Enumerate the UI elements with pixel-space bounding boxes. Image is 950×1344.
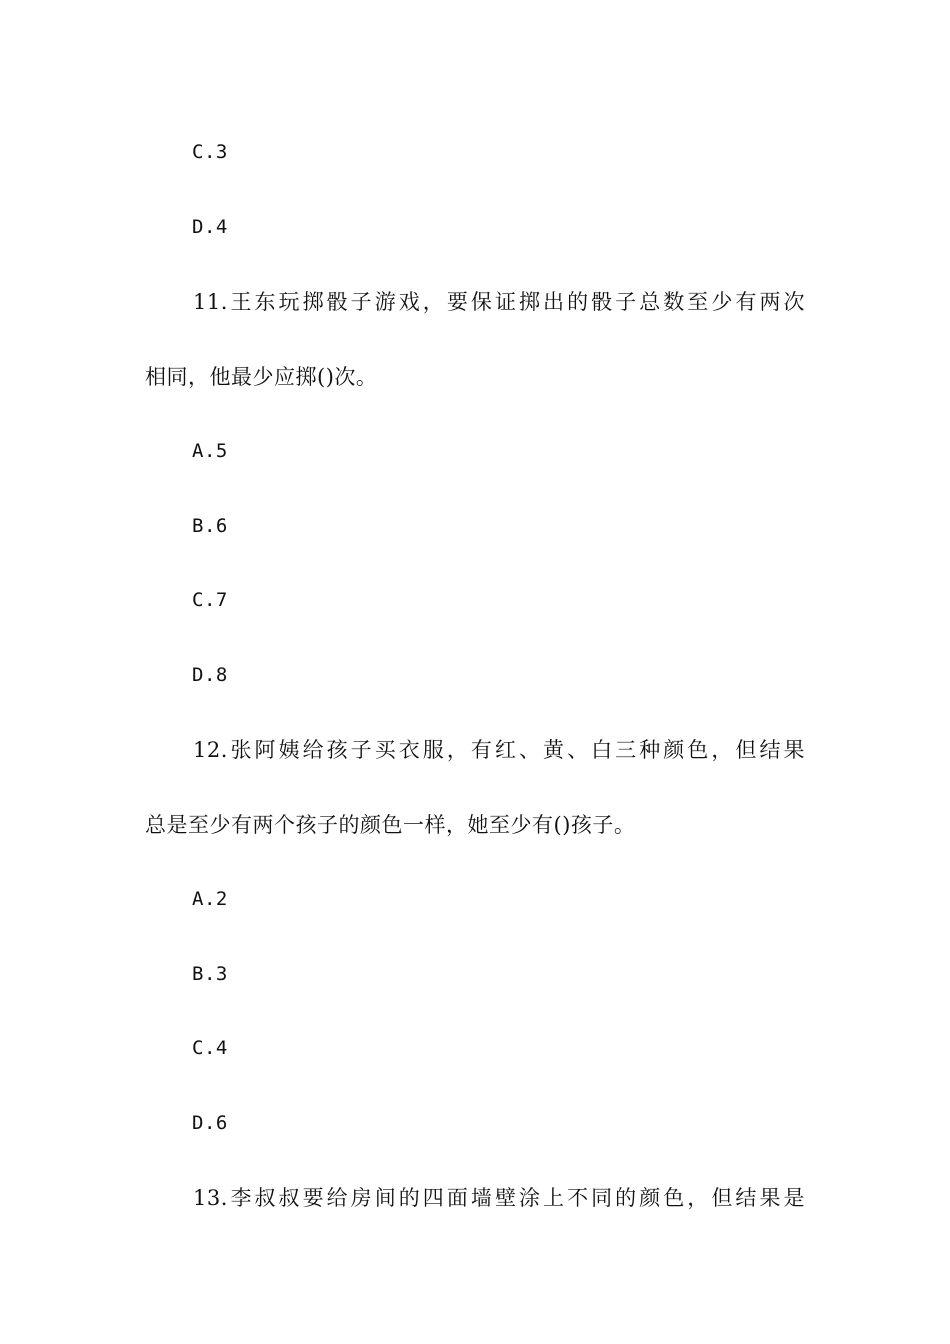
question-11-text-line2: 相同，他最少应掷()次。: [145, 365, 378, 389]
option-c-prev: C.3: [192, 141, 228, 163]
question-11-option-a: A.5: [192, 440, 228, 462]
question-12-option-b: B.3: [192, 963, 228, 985]
question-11-text-line1: 11.王东玩掷骰子游戏，要保证掷出的骰子总数至少有两次: [193, 290, 805, 314]
question-12-text-line1: 12.张阿姨给孩子买衣服，有红、黄、白三种颜色，但结果: [193, 738, 805, 762]
question-12-option-a: A.2: [192, 888, 228, 910]
option-d-prev: D.4: [192, 216, 228, 238]
question-11-option-b: B.6: [192, 515, 228, 537]
question-11-option-d: D.8: [192, 664, 228, 686]
question-12-option-c: C.4: [192, 1037, 228, 1059]
question-12-option-d: D.6: [192, 1112, 228, 1134]
question-11-option-c: C.7: [192, 589, 228, 611]
question-13-text-line1: 13.李叔叔要给房间的四面墙壁涂上不同的颜色，但结果是: [193, 1186, 805, 1210]
question-12-text-line2: 总是至少有两个孩子的颜色一样，她至少有()孩子。: [145, 813, 636, 837]
